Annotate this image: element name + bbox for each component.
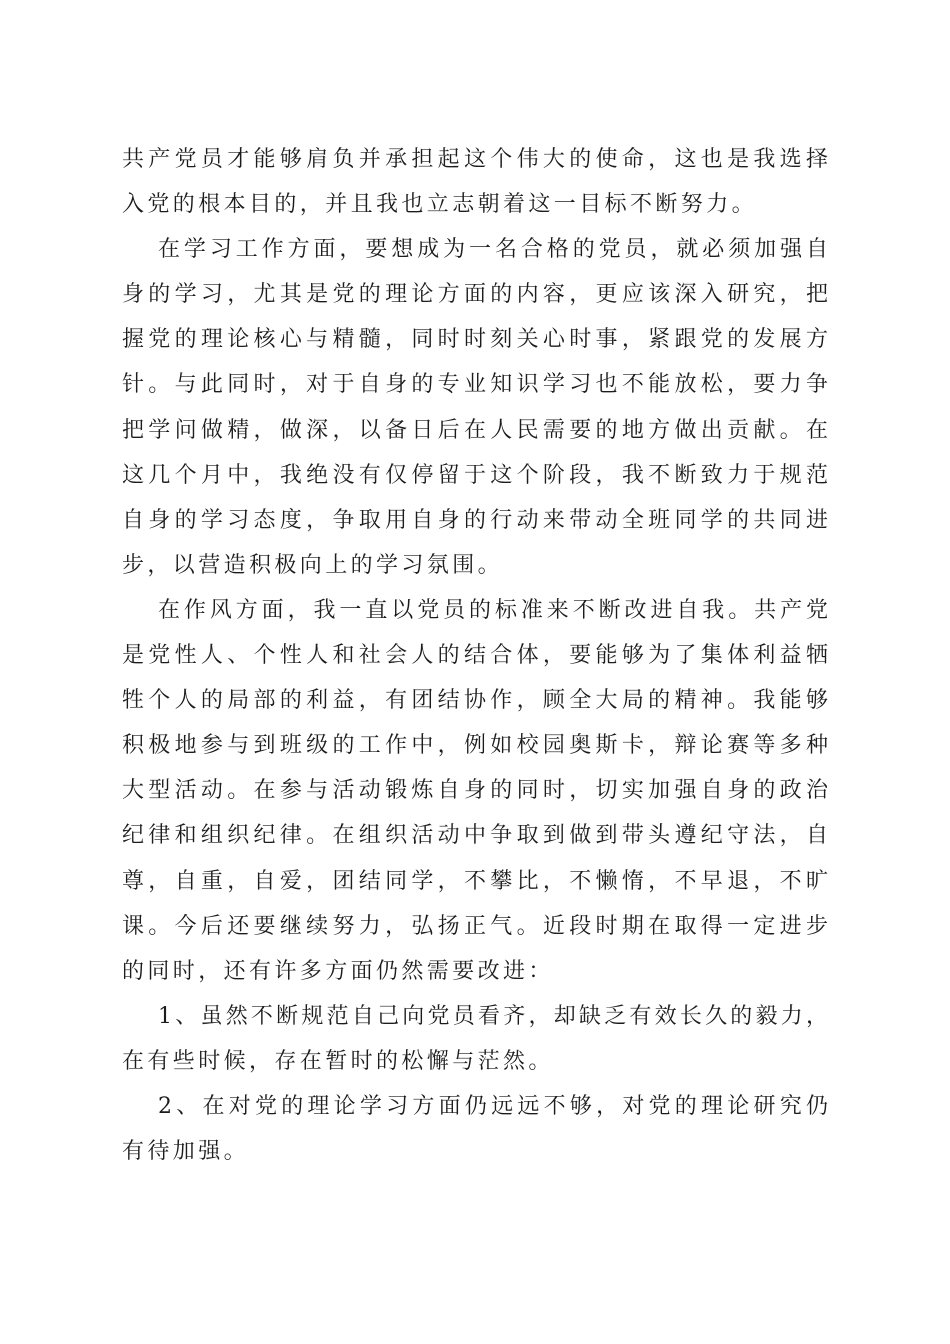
text-line: 牲个人的局部的利益，有团结协作，顾全大局的精神。我能够 [122, 688, 828, 714]
text-line: 尊，自重，自爱，团结同学，不攀比，不懒惰，不早退，不旷 [122, 868, 828, 894]
text-line: 在作风方面，我一直以党员的标准来不断改进自我。共产党 [158, 597, 828, 623]
text-line: 身的学习，尤其是党的理论方面的内容，更应该深入研究，把 [122, 282, 828, 308]
text-line: 针。与此同时，对于自身的专业知识学习也不能放松，要力争 [122, 372, 828, 398]
list-item-2 [122, 1084, 828, 1174]
paragraph-study-work [122, 227, 828, 588]
paragraph-continuation [122, 137, 828, 227]
text-line: 共产党员才能够肩负并承担起这个伟大的使命，这也是我选择 [122, 147, 828, 172]
text-line: 这几个月中，我绝没有仅停留于这个阶段，我不断致力于规范 [122, 462, 828, 488]
text-line: 2、在对党的理论学习方面仍远远不够，对党的理论研究仍 [158, 1093, 828, 1119]
text-line: 积极地参与到班级的工作中，例如校园奥斯卡，辩论赛等多种 [122, 733, 828, 759]
paragraph-work-style [122, 588, 828, 994]
text-line: 在有些时候，存在暂时的松懈与茫然。 [122, 1048, 554, 1074]
text-line: 是党性人、个性人和社会人的结合体，要能够为了集体利益牺 [122, 643, 828, 669]
text-line: 握党的理论核心与精髓，同时时刻关心时事，紧跟党的发展方 [122, 327, 828, 353]
text-line: 有待加强。 [122, 1139, 250, 1165]
text-line: 步，以营造积极向上的学习氛围。 [122, 552, 504, 578]
text-line: 课。今后还要继续努力，弘扬正气。近段时期在取得一定进步 [122, 913, 828, 939]
text-line: 纪律和组织纪律。在组织活动中争取到做到带头遵纪守法，自 [122, 823, 828, 849]
list-item-1 [122, 994, 828, 1084]
text-line: 在学习工作方面，要想成为一名合格的党员，就必须加强自 [158, 237, 828, 263]
document-body [122, 137, 828, 1174]
text-line: 的同时，还有许多方面仍然需要改进： [122, 958, 554, 984]
text-line: 大型活动。在参与活动锻炼自身的同时，切实加强自身的政治 [122, 778, 828, 804]
text-line: 自身的学习态度，争取用自身的行动来带动全班同学的共同进 [122, 507, 828, 533]
text-line: 入党的根本目的，并且我也立志朝着这一目标不断努力。 [122, 192, 758, 218]
text-line: 1、虽然不断规范自己向党员看齐，却缺乏有效长久的毅力， [158, 1003, 828, 1029]
text-line: 把学问做精，做深，以备日后在人民需要的地方做出贡献。在 [122, 417, 828, 443]
